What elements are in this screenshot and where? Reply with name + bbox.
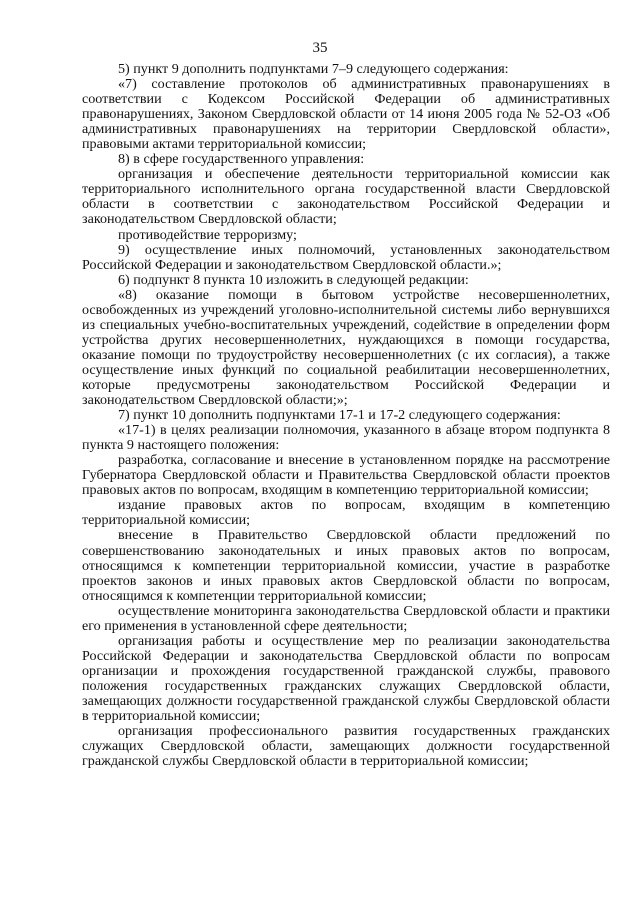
paragraph-subitem-17-1: «17-1) в целях реализации полномочия, указанного в абзаце втором подпункта 8 пункта 9 настоящего положения: [82, 422, 610, 454]
paragraph-subitem-9: 9) осуществление иных полномочий, установленных законодательством Российской Федерации и законодательством Свердловской области.»; [82, 241, 610, 273]
document-body [82, 62, 610, 769]
paragraph-monitoring: осуществление мониторинга законодательства Свердловской области и практики его применения в установленной сфере деятельности; [82, 602, 610, 634]
paragraph-item-7: 7) пункт 10 дополнить подпунктами 17-1 и 17-2 следующего содержания: [118, 407, 561, 424]
paragraph-professional-development: организация профессионального развития государственных гражданских служащих Свердловской области, замещающих должности государственной гражданской службы Свердловской области в территориальной комиссии; [82, 723, 610, 770]
paragraph-drafting: разработка, согласование и внесение в установленном порядке на рассмотрение Губернатора Свердловской области и Правительства Свердловской области проектов правовых актов по вопросам, входящим в компетенцию территориальной комиссии; [82, 452, 610, 499]
paragraph-item-6: 6) подпункт 8 пункта 10 изложить в следующей редакции: [118, 271, 469, 288]
page-number: 35 [312, 40, 328, 56]
paragraph-issuing-acts: издание правовых актов по вопросам, входящим в компетенцию территориальной комиссии; [82, 497, 610, 529]
paragraph-subitem-8: 8) в сфере государственного управления: [118, 151, 365, 168]
paragraph-subitem-8-new: «8) оказание помощи в бытовом устройстве несовершеннолетних, освобожденных из учреждений уголовно-исполнительной системы либо вернувшихся из специальных учебно-воспитательных учреждений, содействие в определении форм устройства других несовершеннолетних, нуждающихся в помощи государства, оказание помощи по трудоустройству несовершеннолетних (с их согласия), а также осуществление иных функций по социальной реабилитации несовершеннолетних, которые предусмотрены законодательством Российской Федерации и законодательством Свердловской области;»; [82, 286, 610, 409]
paragraph-subitem-7: «7) составление протоколов об административных правонарушениях в соответствии с Кодексом Российской Федерации об административных правонарушениях, Законом Свердловской области от 14 июня 2005 года № 52-ОЗ «Об административных правонарушениях на территории Свердловской области», правовыми актами территориальной комиссии; [82, 76, 610, 153]
paragraph-civil-service: организация работы и осуществление мер по реализации законодательства Российской Федерации и законодательства Свердловской области по вопросам организации и прохождения государственной гражданской службы, правового положения государственных гражданских служащих Свердловской области, замещающих должности государственной гражданской службы Свердловской области в территориальной комиссии; [82, 632, 610, 725]
paragraph-organization: организация и обеспечение деятельности территориальной комиссии как территориального исполнительного органа государственной власти Свердловской области в соответствии с законодательством Российской Федерации и законодательством Свердловской области; [82, 166, 610, 228]
paragraph-item-5: 5) пункт 9 дополнить подпунктами 7–9 следующего содержания: [118, 61, 509, 77]
paragraph-proposals: внесение в Правительство Свердловской области предложений по совершенствованию законодательных и иных правовых актов по вопросам, относящимся к компетенции территориальной комиссии, участие в разработке проектов законов и иных правовых актов Свердловской области по вопросам, относящимся к компетенции территориальной комиссии; [82, 527, 610, 604]
paragraph-counter-terrorism: противодействие терроризму; [118, 226, 297, 243]
